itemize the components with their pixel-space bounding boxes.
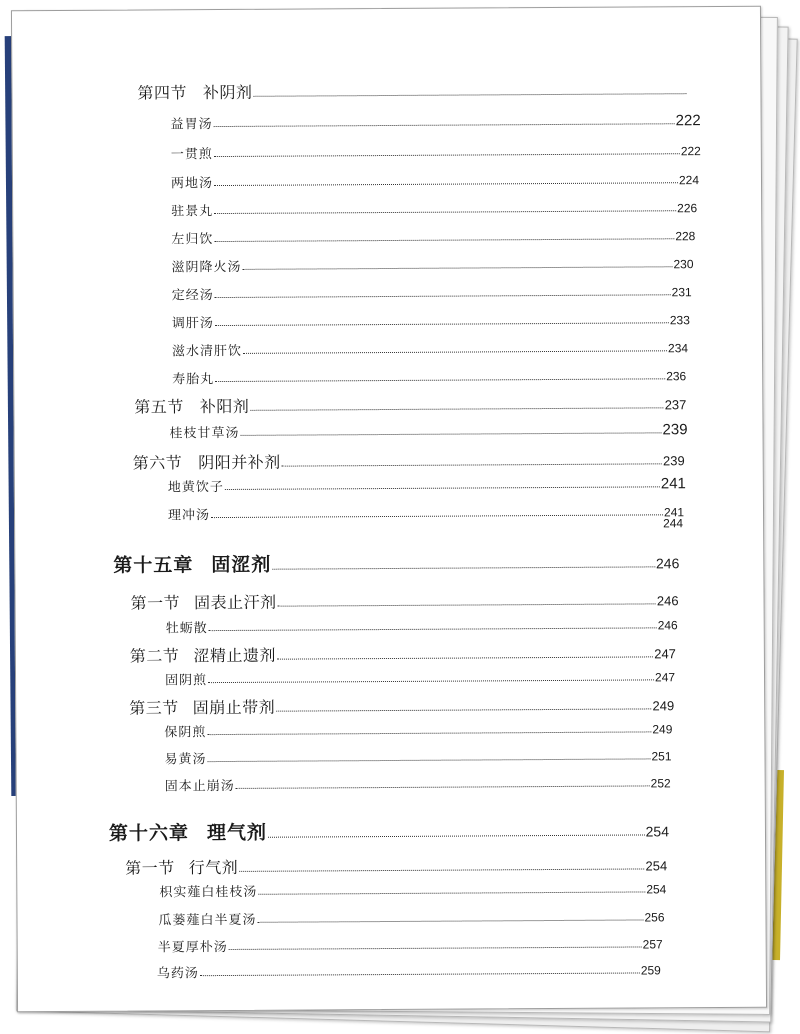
page-number: 226	[677, 201, 698, 216]
leader-dots	[250, 407, 663, 411]
toc-item[interactable]	[165, 772, 671, 794]
page-number: 246	[655, 555, 680, 572]
section-title: 阴阳并补剂	[198, 452, 281, 473]
item-title: 理冲汤	[167, 508, 211, 524]
item-title: 半夏厚朴汤	[157, 939, 228, 956]
leader-dots	[215, 378, 665, 382]
toc-section-4[interactable]	[137, 77, 687, 103]
leader-dots	[229, 946, 642, 950]
page-number: 249	[652, 698, 675, 714]
toc-item[interactable]	[172, 365, 686, 387]
toc-section[interactable]	[130, 640, 676, 666]
chapter-number: 第十五章	[113, 554, 194, 577]
item-title: 滋水清肝饮	[171, 343, 243, 360]
item-title: 固本止崩汤	[164, 778, 235, 795]
page-number: 228	[675, 229, 696, 244]
leader-dots	[276, 708, 651, 711]
page-number: 254	[645, 858, 668, 874]
page-number: 247	[654, 670, 676, 685]
toc-item[interactable]	[158, 906, 664, 928]
section-number: 第一节	[130, 593, 181, 613]
item-title: 左归饮	[171, 232, 214, 248]
item-title: 地黄饮子	[167, 480, 224, 496]
toc-section[interactable]	[130, 587, 678, 613]
leader-dots	[258, 919, 644, 922]
section-number: 第六节	[132, 453, 183, 473]
section-number: 第二节	[129, 646, 180, 666]
toc-trailing-page	[168, 516, 683, 533]
toc-item[interactable]	[171, 169, 699, 191]
leader-dots	[200, 972, 640, 976]
toc-item[interactable]	[164, 718, 672, 740]
page-number: 233	[669, 313, 690, 328]
toc-item[interactable]	[171, 140, 701, 162]
leader-dots	[214, 153, 680, 157]
toc-item[interactable]	[172, 281, 692, 303]
leader-dots	[225, 486, 660, 490]
toc-item[interactable]	[168, 473, 686, 495]
page-number: 234	[667, 341, 689, 356]
section-title: 固表止汗剂	[194, 592, 277, 613]
toc-item[interactable]	[165, 666, 675, 688]
page-number: 252	[650, 776, 671, 791]
page-number: 251	[651, 749, 672, 764]
leader-dots	[214, 238, 674, 242]
item-title: 易黄汤	[164, 752, 207, 768]
leader-dots	[209, 627, 657, 631]
page-number: 239	[662, 421, 688, 439]
toc-page	[11, 6, 767, 1013]
page-number: 249	[652, 722, 673, 737]
section-number: 第五节	[134, 397, 184, 417]
toc-item[interactable]	[159, 878, 666, 900]
toc-section-6[interactable]	[133, 447, 685, 473]
item-title: 定经汤	[171, 288, 214, 304]
chapter-number: 第十六章	[108, 822, 190, 845]
page-number: 254	[645, 823, 670, 840]
item-title: 两地汤	[170, 176, 214, 192]
toc-item[interactable]	[166, 614, 678, 636]
toc-section-5[interactable]	[134, 391, 686, 417]
leader-dots	[236, 785, 650, 789]
toc-item[interactable]	[171, 110, 701, 132]
page-number: 239	[662, 453, 685, 469]
leader-dots	[258, 891, 645, 894]
page-number: 246	[656, 593, 679, 609]
page-number: 241	[663, 505, 685, 520]
toc-section[interactable]	[129, 692, 674, 718]
toc-chapter-15[interactable]	[113, 547, 679, 577]
leader-dots	[208, 758, 651, 762]
page-number: 237	[664, 397, 687, 413]
page-number: 224	[678, 173, 700, 188]
chapter-title: 理气剂	[206, 821, 268, 845]
leader-dots	[243, 266, 673, 270]
section-title: 涩精止遗剂	[193, 645, 276, 666]
leader-dots	[214, 210, 676, 214]
section-title: 固崩止带剂	[192, 697, 276, 718]
toc-item[interactable]	[171, 253, 693, 275]
item-title: 瓜蒌薤白半夏汤	[158, 912, 257, 929]
page-number: 230	[673, 257, 694, 272]
item-title: 驻景丸	[171, 204, 214, 220]
leader-dots	[214, 123, 675, 127]
toc-item[interactable]	[164, 745, 671, 767]
page-number: 259	[640, 963, 661, 978]
section-number: 第四节	[137, 83, 188, 103]
section-number: 第三节	[129, 698, 179, 718]
item-title: 调肝汤	[171, 316, 214, 332]
item-title: 固阴煎	[164, 673, 208, 689]
toc-item[interactable]	[169, 419, 687, 441]
leader-dots	[272, 566, 655, 569]
item-title: 益胃汤	[170, 117, 213, 133]
page-number: 244	[663, 516, 684, 531]
section-title: 行气剂	[188, 857, 239, 878]
page-number: 222	[680, 144, 701, 159]
leader-dots	[241, 432, 662, 436]
leader-dots	[278, 603, 656, 606]
leader-dots	[207, 731, 651, 735]
toc-chapter-16[interactable]	[109, 815, 669, 845]
leader-dots	[208, 679, 654, 683]
page-number: 222	[675, 112, 701, 130]
leader-dots	[243, 350, 667, 354]
page-number: 254	[646, 882, 667, 897]
leader-dots	[268, 834, 645, 837]
toc-item[interactable]	[158, 933, 663, 955]
chapter-title: 固涩剂	[211, 553, 272, 577]
page-number: 231	[671, 285, 692, 300]
page-number: 257	[642, 937, 663, 952]
leader-dots	[215, 294, 671, 298]
toc-item[interactable]	[157, 959, 661, 981]
toc-item[interactable]	[172, 337, 688, 359]
section-title: 补阳剂	[199, 396, 250, 417]
toc-item[interactable]	[172, 309, 690, 331]
item-title: 一贯煎	[170, 147, 213, 163]
item-title: 桂枝甘草汤	[169, 425, 240, 442]
item-title: 枳实薤白桂枝汤	[159, 884, 258, 901]
page-number: 246	[657, 618, 678, 633]
toc-item[interactable]	[171, 225, 695, 247]
leader-dots	[214, 182, 678, 186]
toc-section[interactable]	[125, 852, 667, 878]
page-number: 256	[644, 910, 665, 925]
section-number: 第一节	[125, 858, 175, 878]
item-title: 滋阴降火汤	[171, 259, 242, 276]
page-number: 247	[654, 646, 676, 662]
toc-item[interactable]	[171, 197, 697, 219]
item-title: 寿胎丸	[172, 372, 215, 388]
item-title: 保阴煎	[164, 725, 207, 741]
page-number: 236	[666, 369, 687, 384]
section-title: 补阴剂	[202, 82, 253, 103]
item-title: 牡蛎散	[165, 621, 208, 637]
leader-dots	[282, 463, 662, 466]
leader-dots	[239, 868, 644, 871]
leader-dots	[277, 656, 653, 659]
page-number: 241	[660, 475, 686, 493]
leader-dots	[215, 322, 669, 326]
item-title: 乌药汤	[156, 966, 199, 982]
leader-dots	[254, 93, 687, 97]
